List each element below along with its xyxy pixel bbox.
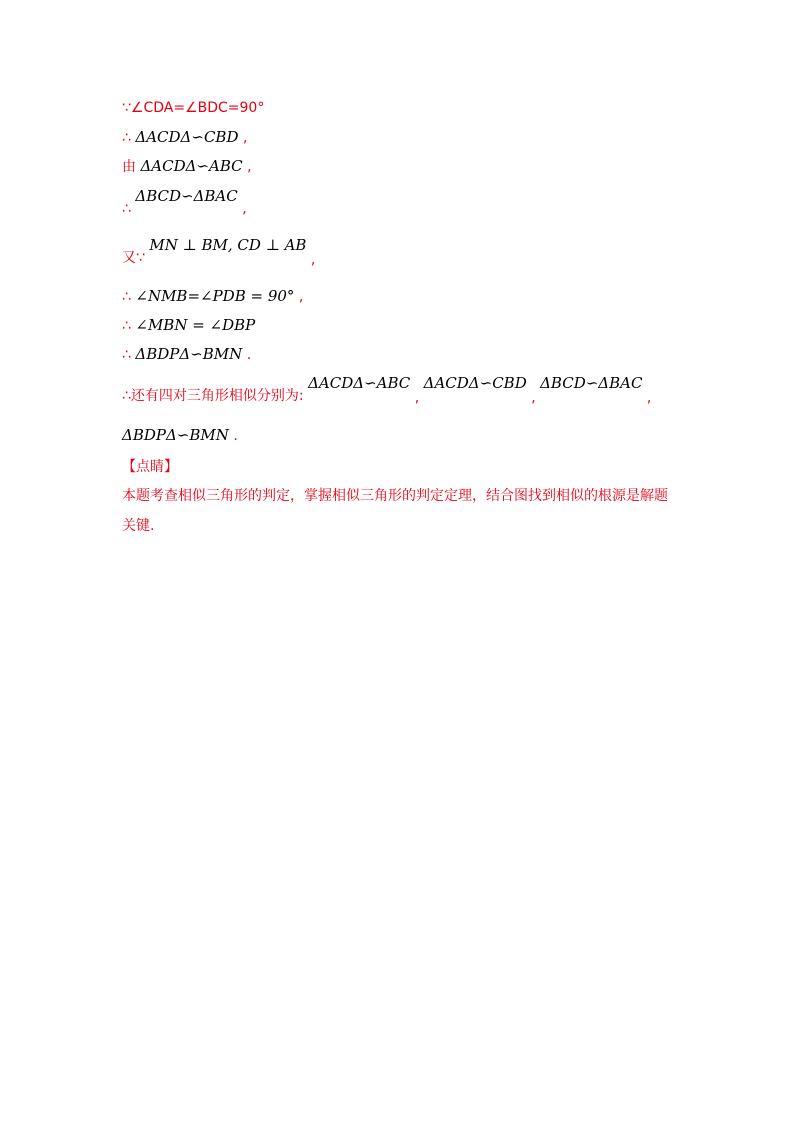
punctuation: . xyxy=(233,428,238,444)
comment-text: 关键. xyxy=(122,518,155,534)
punctuation: . xyxy=(246,347,252,363)
from-label: 由 xyxy=(122,159,136,175)
punctuation: , xyxy=(310,252,316,268)
punctuation: , xyxy=(247,159,252,175)
therefore-symbol: ∴ xyxy=(122,318,131,334)
math-expression: ΔACDΔ∽CBD xyxy=(135,128,239,146)
conclusion-bdp-bmn xyxy=(122,345,251,364)
math-expression: MN ⊥ BM, CD ⊥ AB xyxy=(149,236,307,254)
separator: , xyxy=(531,390,536,406)
therefore-symbol: ∴ xyxy=(122,130,131,146)
conclusion-acd-cbd xyxy=(122,128,247,147)
math-pair-2: ΔACDΔ∽CBD xyxy=(423,374,527,392)
separator: , xyxy=(414,390,420,406)
math-expression: ΔBCD∽ΔBAC xyxy=(135,187,238,205)
also-because-symbol: 又∵ xyxy=(122,250,145,266)
comment-header xyxy=(122,458,178,476)
punctuation: , xyxy=(242,130,248,146)
summary-label: ∴还有四对三角形相似分别为: xyxy=(122,388,304,404)
math-pair-3: ΔBCD∽ΔBAC xyxy=(540,374,643,392)
math-pair-1: ΔACDΔ∽ABC xyxy=(308,374,411,392)
reason-right-angles xyxy=(122,99,264,117)
conclusion-acd-abc xyxy=(122,157,252,176)
therefore-symbol: ∴ xyxy=(122,347,131,363)
conclusion-angle-mbn-dbp xyxy=(122,316,255,335)
separator: , xyxy=(646,390,652,406)
conclusion-bcd-bac xyxy=(122,187,247,217)
summary-four-pairs xyxy=(122,374,652,406)
math-expression: ∠NMB=∠PDB = 90° xyxy=(135,287,295,305)
conclusion-angles-90 xyxy=(122,287,303,306)
given-perpendiculars xyxy=(122,236,316,268)
math-expression: ∠MBN = ∠DBP xyxy=(135,316,256,334)
therefore-symbol: ∴ xyxy=(122,289,131,305)
summary-four-pairs-cont xyxy=(122,426,238,445)
punctuation: , xyxy=(298,289,304,305)
math-expression: ΔACDΔ∽ABC xyxy=(140,157,243,175)
math-pair-4: ΔBDPΔ∽BMN xyxy=(122,426,229,444)
comment-text: 本题考查相似三角形的判定，掌握相似三角形的判定定理，结合图找到相似的根源是解题 xyxy=(122,488,668,504)
punctuation: , xyxy=(242,201,247,217)
therefore-symbol: ∴ xyxy=(122,201,131,217)
line-text: ∵∠CDA=∠BDC=90° xyxy=(122,100,265,116)
comment-header-text: 【点睛】 xyxy=(122,459,178,475)
math-expression: ΔBDPΔ∽BMN xyxy=(135,345,243,363)
comment-line-1 xyxy=(122,487,668,505)
comment-line-2 xyxy=(122,517,154,535)
